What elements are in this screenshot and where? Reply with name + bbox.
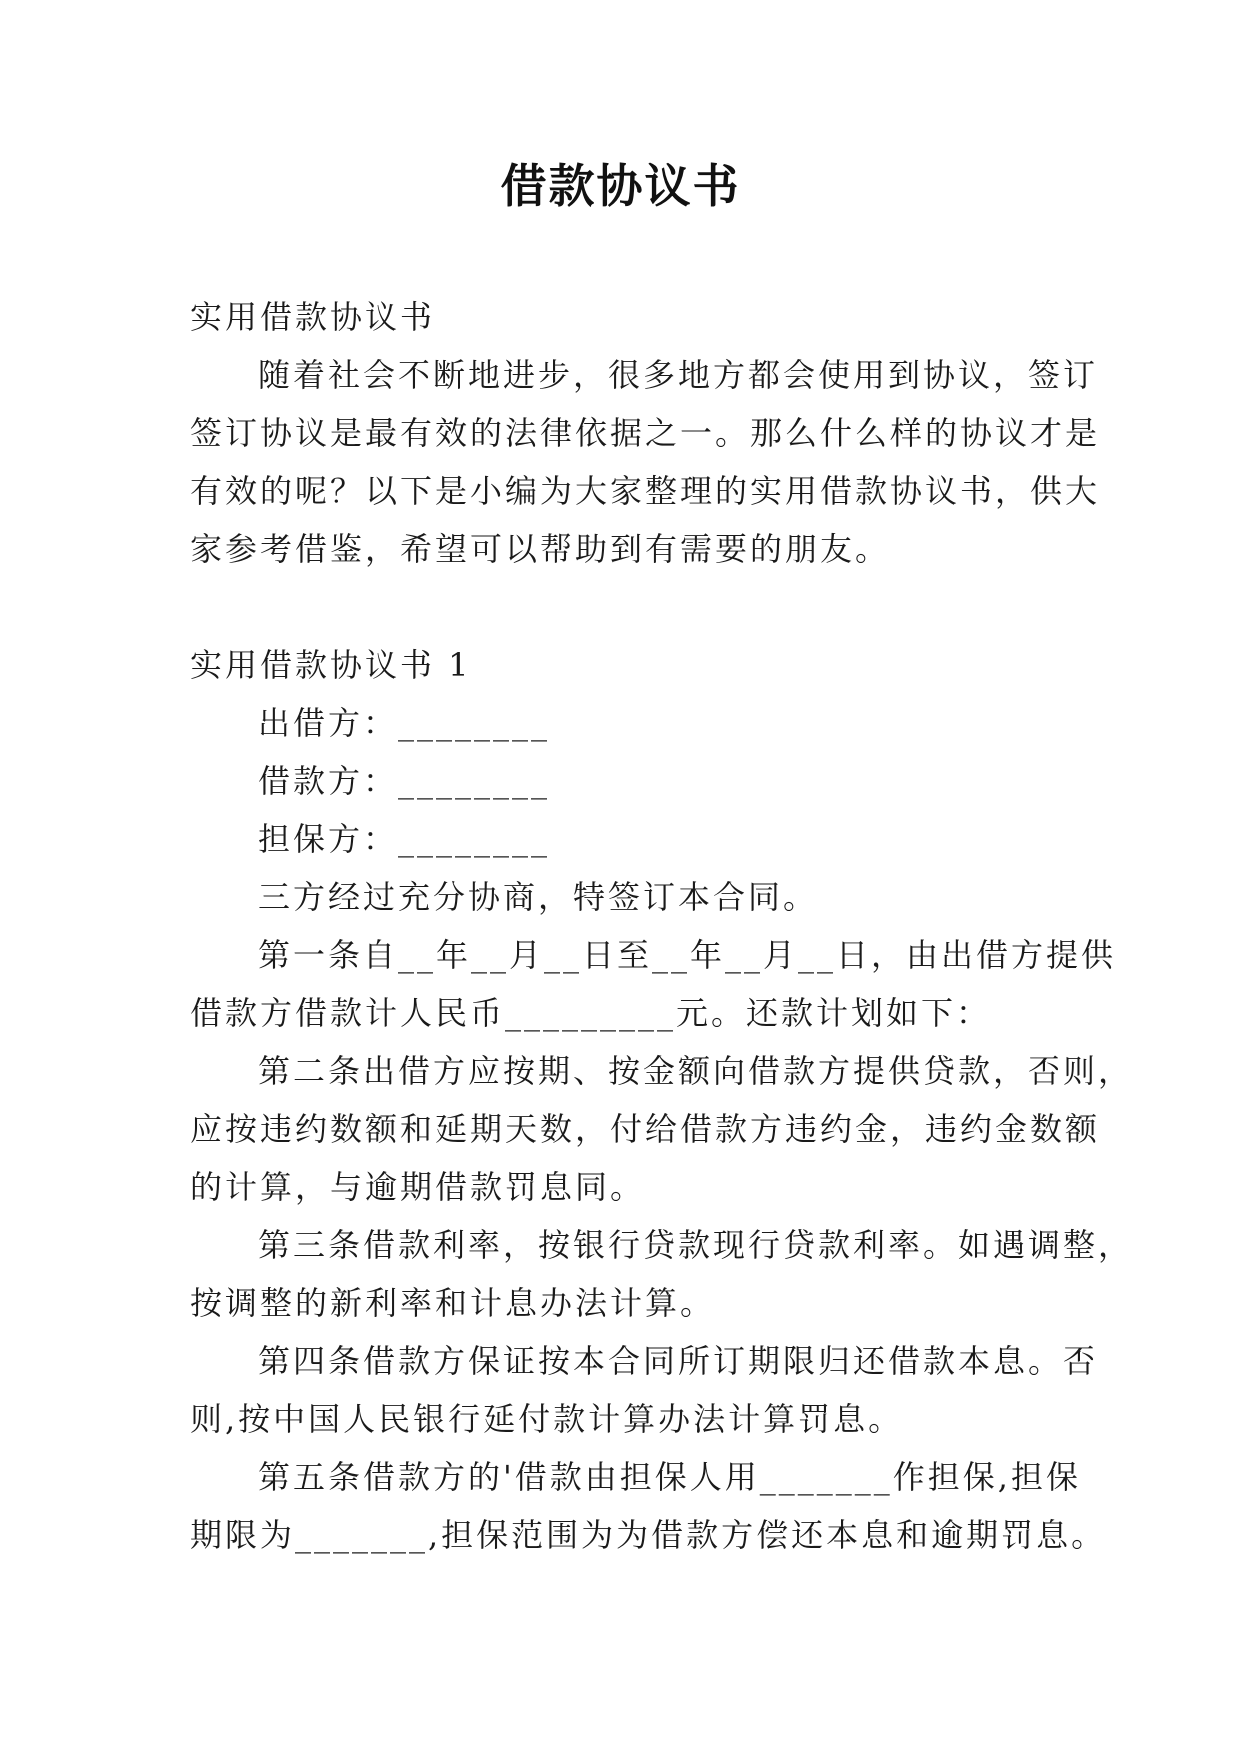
intro-heading: 实用借款协议书 — [190, 298, 436, 336]
intro-line: 签订协议是最有效的法律依据之一。那么什么样的协议才是 — [190, 414, 1101, 452]
article-3-line: 按调整的新利率和计息办法计算。 — [190, 1284, 716, 1322]
section-heading: 实用借款协议书 1 — [190, 646, 472, 684]
article-3-line: 第三条借款利率，按银行贷款现行贷款利率。如遇调整， — [258, 1226, 1134, 1264]
article-5-line: 第五条借款方的'借款由担保人用_______作担保,担保 — [258, 1458, 1081, 1496]
document-title: 借款协议书 — [500, 159, 741, 213]
article-4-line: 则,按中国人民银行延付款计算办法计算罚息。 — [190, 1400, 904, 1438]
article-1-line: 第一条自__年__月__日至__年__月__日，由出借方提供 — [258, 936, 1117, 974]
agreement-statement: 三方经过充分协商，特签订本合同。 — [258, 878, 819, 916]
article-2-line: 应按违约数额和延期天数，付给借款方违约金，违约金数额 — [190, 1110, 1101, 1148]
article-5-line: 期限为_______,担保范围为为借款方偿还本息和逾期罚息。 — [190, 1516, 1107, 1554]
article-1-line: 借款方借款计人民币_________元。还款计划如下： — [190, 994, 992, 1032]
intro-line: 随着社会不断地进步，很多地方都会使用到协议，签订 — [258, 356, 1099, 394]
lender-field: 出借方：________ — [258, 704, 551, 742]
paragraph-spacer — [190, 578, 1060, 636]
intro-line: 有效的呢？以下是小编为大家整理的实用借款协议书，供大 — [190, 472, 1101, 510]
intro-line: 家参考借鉴，希望可以帮助到有需要的朋友。 — [190, 530, 891, 568]
document-body — [190, 288, 1134, 1564]
guarantor-field: 担保方：________ — [258, 820, 551, 858]
article-2-line: 的计算，与逾期借款罚息同。 — [190, 1168, 646, 1206]
borrower-field: 借款方：________ — [258, 762, 551, 800]
article-2-line: 第二条出借方应按期、按金额向借款方提供贷款，否则， — [258, 1052, 1134, 1090]
article-4-line: 第四条借款方保证按本合同所订期限归还借款本息。否 — [258, 1342, 1099, 1380]
